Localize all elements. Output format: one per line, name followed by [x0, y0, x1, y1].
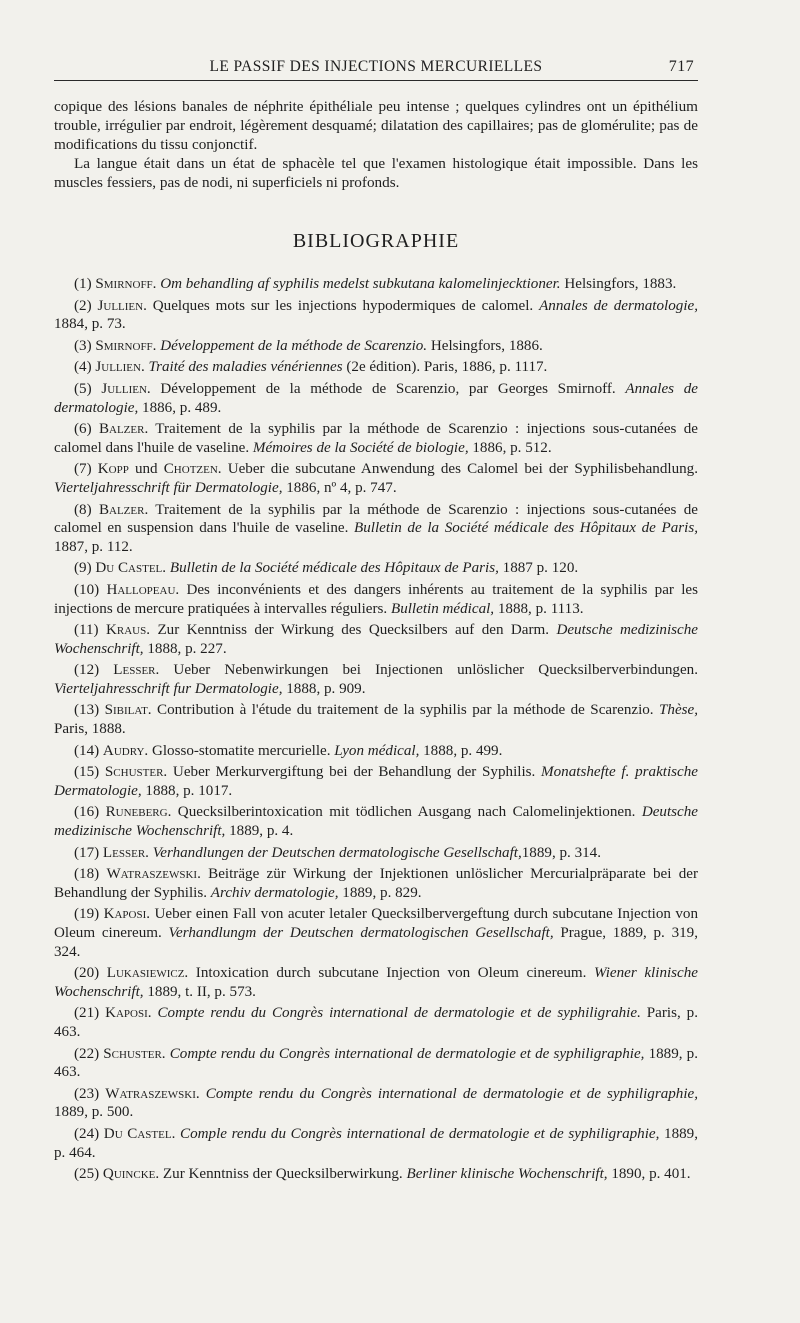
entry-title-italic: Deutsche medizinische Wochenschrift, [54, 622, 698, 657]
page-number: 717 [668, 58, 694, 75]
entry-number: (3) [74, 337, 96, 354]
entry-number: (7) [74, 461, 98, 478]
entry-text: Intoxication durch subcutane Injection von Oleum cinereum. [188, 965, 594, 982]
entry-text: Traitement de la syphilis par la méthode de Scarenzio : injections sous-cutanées de calomel en suspension dans l'huile de vaseline. [54, 501, 699, 537]
entry-number: (21) [74, 1005, 106, 1022]
entry-title-italic: Mémoires de la Société de biologie, [252, 439, 469, 456]
entry-text: Ueber die subcutane Anwendung des Calomel bei der Syphilisbehandlung. [221, 461, 699, 478]
entry-author: Lukasiewicz. [106, 965, 189, 982]
entry-author: Hallopeau. [106, 581, 180, 598]
entry-text: Prague, 1889, p. 319, 324. [54, 925, 698, 960]
entry-number: (13) [74, 702, 105, 719]
bibliography-entry [54, 1045, 698, 1082]
entry-text: 1890, p. 401. [607, 1166, 691, 1183]
entry-text: 1889, p. 829. [338, 884, 422, 901]
bibliography-entry [54, 661, 698, 698]
entry-text: Ueber einen Fall von acuter letaler Quecksilbervergeftung durch subcutane Injection von Oleum cinereum. [54, 906, 699, 941]
entry-number: (25) [74, 1166, 103, 1183]
entry-author: Smirnoff. [95, 276, 157, 292]
entry-text: 1887 p. 120. [498, 560, 579, 577]
entry-title-italic: Compte rendu du Congrès international de dermatologie et de syphiligrahie. [157, 1005, 641, 1022]
entry-text: 1889, p. 500. [54, 1104, 134, 1121]
paragraph: La langue était dans un état de sphacèle tel que l'examen histologique était impossible. Dans les muscles fessiers, pas de nodi, ni superficiels ni profonds. [54, 155, 698, 191]
entry-text: Zur Kenntniss der Wirkung des Quecksilbers auf den Darm. [150, 622, 557, 639]
bibliography-entry [54, 460, 698, 497]
entry-title-italic: Berliner klinische Wochenschrift, [406, 1166, 608, 1183]
entry-number: (9) [74, 560, 96, 577]
entry-title-italic: Verhandlungm der Deutschen dermatologischen Gesellschaft, [168, 925, 554, 941]
entry-author: Du Castel. [103, 1125, 176, 1142]
entry-text: Des inconvénients et des dangers inhérents au traitement de la syphilis par les injections de mercure pratiquées à intervalles réguliers. [54, 581, 698, 617]
entry-author: Jullien. [97, 297, 147, 314]
bibliography-entry [54, 275, 698, 294]
entry-text: 1889, p. 463. [54, 1045, 698, 1081]
entry-number: (19) [74, 906, 104, 923]
entry-text: Traitement de la syphilis par la méthode de Scarenzio : injections sous-cutanées de calomel dans l'huile de vaseline. [54, 421, 699, 456]
entry-author: Jullien. [95, 359, 145, 376]
entry-number: (16) [74, 804, 106, 821]
entry-text: Développement de la méthode de Scarenzio, par Georges Smirnoff. [150, 380, 626, 397]
bibliography-entry [54, 1125, 698, 1162]
bibliography-entry [54, 297, 698, 334]
entry-number: (10) [74, 581, 107, 598]
entry-text: Paris, p. 463. [54, 1005, 698, 1040]
entry-title-italic: Om behandling af syphilis medelst subkutana kalomelinjecktioner. [160, 276, 561, 292]
entry-number: (14) [74, 742, 103, 759]
entry-number: (20) [74, 965, 107, 982]
bibliography-entry [54, 1165, 698, 1184]
entry-title-italic: Traité des maladies vénériennes [148, 359, 343, 376]
entry-title-italic: Comple rendu du Congrès international de dermatologie et de syphiligraphie, [180, 1125, 660, 1142]
entry-number: (15) [74, 764, 105, 781]
entry-title-italic: Bulletin de la Société médicale des Hôpitaux de Paris, [354, 520, 698, 537]
body-text [54, 97, 698, 192]
bibliography-entry [54, 380, 698, 417]
entry-number: (1) [74, 276, 96, 292]
entry-author: Kaposi. [105, 1005, 152, 1022]
bibliography-entry [54, 501, 698, 557]
entry-title-italic: Développement de la méthode de Scarenzio. [160, 337, 428, 354]
entry-author: Du Castel. [95, 560, 167, 577]
entry-text: 1888, p. 909. [282, 680, 366, 697]
entry-author: Watraszewski. [105, 1085, 200, 1102]
entry-title-italic: Compte rendu du Congrès international de dermatologie et de syphiligraphie, [169, 1045, 645, 1062]
entry-number: (6) [74, 421, 99, 438]
entry-text: 1887, p. 112. [54, 538, 133, 555]
entry-text: 1886, p. 512. [468, 439, 552, 456]
entry-text: 1888, p. 1017. [141, 782, 233, 799]
entry-title-italic: Lyon médical, [334, 742, 420, 759]
entry-author: Smirnoff. [95, 337, 157, 354]
running-title: LE PASSIF DES INJECTIONS MERCURIELLES [209, 58, 543, 75]
entry-text: Zur Kenntniss der Quecksilberwirkung. [159, 1166, 407, 1183]
entry-text: Ueber Merkurvergiftung bei der Behandlung der Syphilis. [167, 764, 542, 781]
entry-number: (24) [74, 1125, 104, 1142]
entry-title-italic: Archiv dermatologie, [210, 884, 339, 901]
bibliography-entry [54, 559, 698, 578]
entry-text: 1889, p. 464. [54, 1125, 698, 1161]
entry-text: 1889, p. 4. [225, 823, 294, 840]
bibliography-entry [54, 964, 698, 1001]
running-head [54, 54, 698, 81]
page [54, 54, 698, 1187]
entry-text: Helsingfors, 1883. [560, 276, 677, 292]
bibliography-entry [54, 844, 698, 863]
entry-number: (4) [74, 359, 96, 376]
entry-text: 1888, p. 227. [143, 640, 227, 657]
entry-number: (2) [74, 297, 98, 314]
entry-text: Chotzen. [163, 461, 222, 478]
entry-number: (12) [74, 662, 114, 679]
entry-title-italic: Deutsche medizinische Wochenschrift, [54, 804, 698, 840]
entry-text: Glosso-stomatite mercurielle. [148, 742, 335, 759]
entry-author: Schuster. [104, 764, 168, 781]
entry-title-italic: Annales de dermatologie, [54, 380, 699, 416]
entry-text: 1888, p. 499. [419, 742, 503, 759]
entry-author: Schuster. [103, 1045, 166, 1062]
entry-author: Kaposi. [103, 906, 151, 923]
entry-author: Lesser. [113, 662, 160, 679]
entry-number: (23) [74, 1085, 106, 1102]
entry-number: (18) [74, 866, 107, 883]
entry-title-italic: Vierteljahresschrift fur Dermatologie, [54, 680, 283, 697]
entry-text: und [128, 461, 164, 478]
entry-text: Beiträge zür Wirkung der Injektionen unlöslicher Mercurialpräparate bei der Behandlung der Syphilis. [54, 866, 698, 901]
entry-title-italic: Verhandlungen der Deutschen dermatologische Gesellschaft, [152, 844, 522, 861]
entry-title-italic: Bulletin médical, [390, 600, 495, 617]
bibliography-entry [54, 420, 698, 457]
bibliography-entry [54, 763, 698, 800]
entry-text: 1886, nº 4, p. 747. [282, 479, 397, 496]
entry-title-italic: Vierteljahresschrift für Dermatologie, [54, 479, 283, 496]
entry-author: Runeberg. [105, 804, 172, 821]
bibliography-entry [54, 621, 698, 658]
section-title: BIBLIOGRAPHIE [292, 230, 460, 252]
entry-number: (22) [74, 1045, 104, 1062]
entry-text: Quecksilberintoxication mit tödlichen Ausgang nach Calomelinjektionen. [171, 804, 642, 821]
entry-text: 1884, p. 73. [54, 316, 126, 333]
entry-number: (5) [74, 380, 102, 397]
entry-text: Quelques mots sur les injections hypodermiques de calomel. [146, 297, 540, 314]
bibliography-entry [54, 358, 698, 377]
entry-text: (2e édition). Paris, 1886, p. 1117. [342, 359, 548, 376]
entry-title-italic: Wiener klinische Wochenschrift, [54, 965, 699, 1000]
entry-text: Paris, 1888. [54, 721, 126, 738]
bibliography-entry [54, 581, 698, 618]
entry-title-italic: Monatshefte f. praktische Dermatologie, [54, 764, 698, 799]
entry-author: Watraszewski. [106, 866, 201, 883]
entry-text: 1886, p. 489. [138, 399, 222, 416]
paragraph-continuation: copique des lésions banales de néphrite épithéliale peu intense ; quelques cylindres ont un épithélium trouble, irrégulier par endroit, légèrement desquamé; dilatation des capillaires; pas de glomérulite; pas de modifications du tissu conjonctif. [54, 98, 698, 153]
entry-author: Balzer. [98, 421, 149, 438]
entry-number: (17) [74, 844, 103, 861]
entry-author: Kraus. [106, 622, 151, 639]
entry-author: Balzer. [98, 501, 149, 518]
entry-text: Ueber Nebenwirkungen bei Injectionen unlöslicher Quecksilberverbindungen. [159, 662, 698, 679]
bibliography-list [54, 275, 698, 1184]
bibliography-entry [54, 742, 698, 761]
entry-text: 1889, t. II, p. 573. [143, 983, 256, 1000]
entry-author: Lesser. [102, 844, 149, 861]
entry-text: Helsingfors, 1886. [427, 337, 543, 354]
entry-author: Kopp [97, 461, 129, 478]
bibliography-entry [54, 1004, 698, 1041]
entry-author: Jullien. [101, 380, 151, 397]
entry-title-italic: Annales de dermatologie, [539, 297, 698, 314]
entry-author: Audry. [102, 742, 149, 759]
bibliography-entry [54, 905, 698, 961]
bibliography-entry [54, 803, 698, 840]
entry-title-italic: Thèse, [659, 702, 699, 719]
entry-text: 1889, p. 314. [521, 844, 601, 861]
entry-title-italic: Compte rendu du Congrès international de dermatologie et de syphiligraphie, [205, 1085, 698, 1102]
bibliography-entry [54, 865, 698, 902]
entry-title-italic: Bulletin de la Société médicale des Hôpitaux de Paris, [169, 560, 499, 577]
entry-author: Sibilat. [104, 702, 152, 719]
bibliography-entry [54, 701, 698, 738]
bibliography-entry [54, 337, 698, 356]
entry-number: (8) [74, 501, 99, 518]
entry-text: Contribution à l'étude du traitement de la syphilis par la méthode de Scarenzio. [151, 702, 660, 719]
entry-text: 1888, p. 1113. [494, 600, 584, 617]
entry-number: (11) [74, 622, 106, 639]
bibliography-entry [54, 1085, 698, 1122]
entry-author: Quincke. [102, 1166, 160, 1183]
